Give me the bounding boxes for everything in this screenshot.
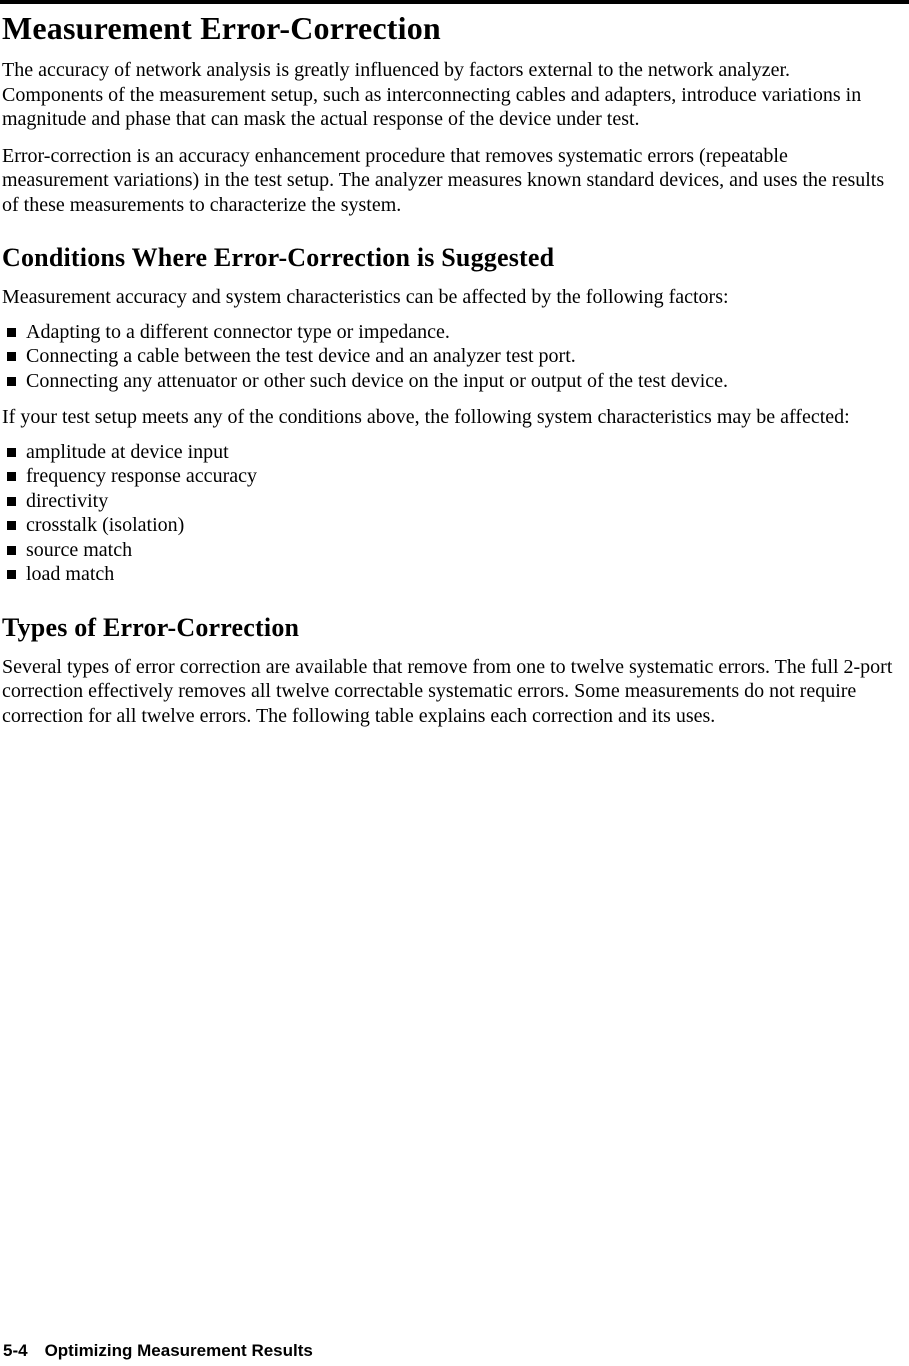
list-item-label: amplitude at device input <box>26 440 229 463</box>
paragraph-conditions-lead: Measurement accuracy and system characteristics can be affected by the following factors: <box>2 286 729 308</box>
square-bullet-icon <box>7 352 16 361</box>
list-item <box>7 562 895 587</box>
document-page <box>2 4 895 728</box>
list-item-label: frequency response accuracy <box>26 465 257 487</box>
list-item-label: source match <box>26 538 133 561</box>
list-item <box>7 320 895 345</box>
list-item-label: Connecting any attenuator or other such device on the input or output of the test device. <box>26 369 729 392</box>
square-bullet-icon <box>7 377 16 386</box>
list-item-label: directivity <box>26 489 109 512</box>
list-item <box>7 440 895 465</box>
section-heading-conditions: Conditions Where Error-Correction is Suggested <box>2 243 555 272</box>
page-footer <box>3 1341 313 1361</box>
square-bullet-icon <box>7 570 16 579</box>
square-bullet-icon <box>7 448 16 457</box>
paragraph-types-body: Several types of error correction are available that remove from one to twelve systematic errors. The full 2-port correction effectively removes all twelve correctable systematic errors. Some measurements do not require correction for all twelve errors. The following table explains each correction and its uses. <box>2 655 893 727</box>
list-item-label: Adapting to a different connector type or impedance. <box>26 320 450 343</box>
list-item-label: load match <box>26 563 115 585</box>
square-bullet-icon <box>7 328 16 337</box>
square-bullet-icon <box>7 497 16 506</box>
list-item <box>7 369 895 394</box>
page-number: 5-4 <box>3 1341 28 1360</box>
paragraph-error-correction: Error-correction is an accuracy enhancement procedure that removes systematic errors (repeatable measurement variations) in the test setup. The analyzer measures known standard devices, and uses the results of these measurements to characterize the system. <box>2 144 885 216</box>
list-item <box>7 489 895 514</box>
list-item <box>7 464 895 489</box>
list-item <box>7 538 895 563</box>
list-item <box>7 344 895 369</box>
list-item-label: Connecting a cable between the test device and an analyzer test port. <box>26 345 576 367</box>
page-title: Measurement Error-Correction <box>2 10 441 46</box>
affected-characteristics-list <box>2 440 895 587</box>
list-item <box>7 513 895 538</box>
square-bullet-icon <box>7 521 16 530</box>
paragraph-affected-lead: If your test setup meets any of the conditions above, the following system characteristics may be affected: <box>2 406 850 428</box>
list-item-label: crosstalk (isolation) <box>26 514 185 536</box>
conditions-factors-list <box>2 320 895 394</box>
square-bullet-icon <box>7 472 16 481</box>
section-heading-types: Types of Error-Correction <box>2 612 300 642</box>
paragraph-accuracy: The accuracy of network analysis is greatly influenced by factors external to the network analyzer. Components of the measurement setup, such as interconnecting cables and adapters, introduce variations in magnitude and phase that can mask the actual response of the device under test. <box>2 59 862 130</box>
footer-chapter-title: Optimizing Measurement Results <box>44 1341 313 1360</box>
square-bullet-icon <box>7 546 16 555</box>
